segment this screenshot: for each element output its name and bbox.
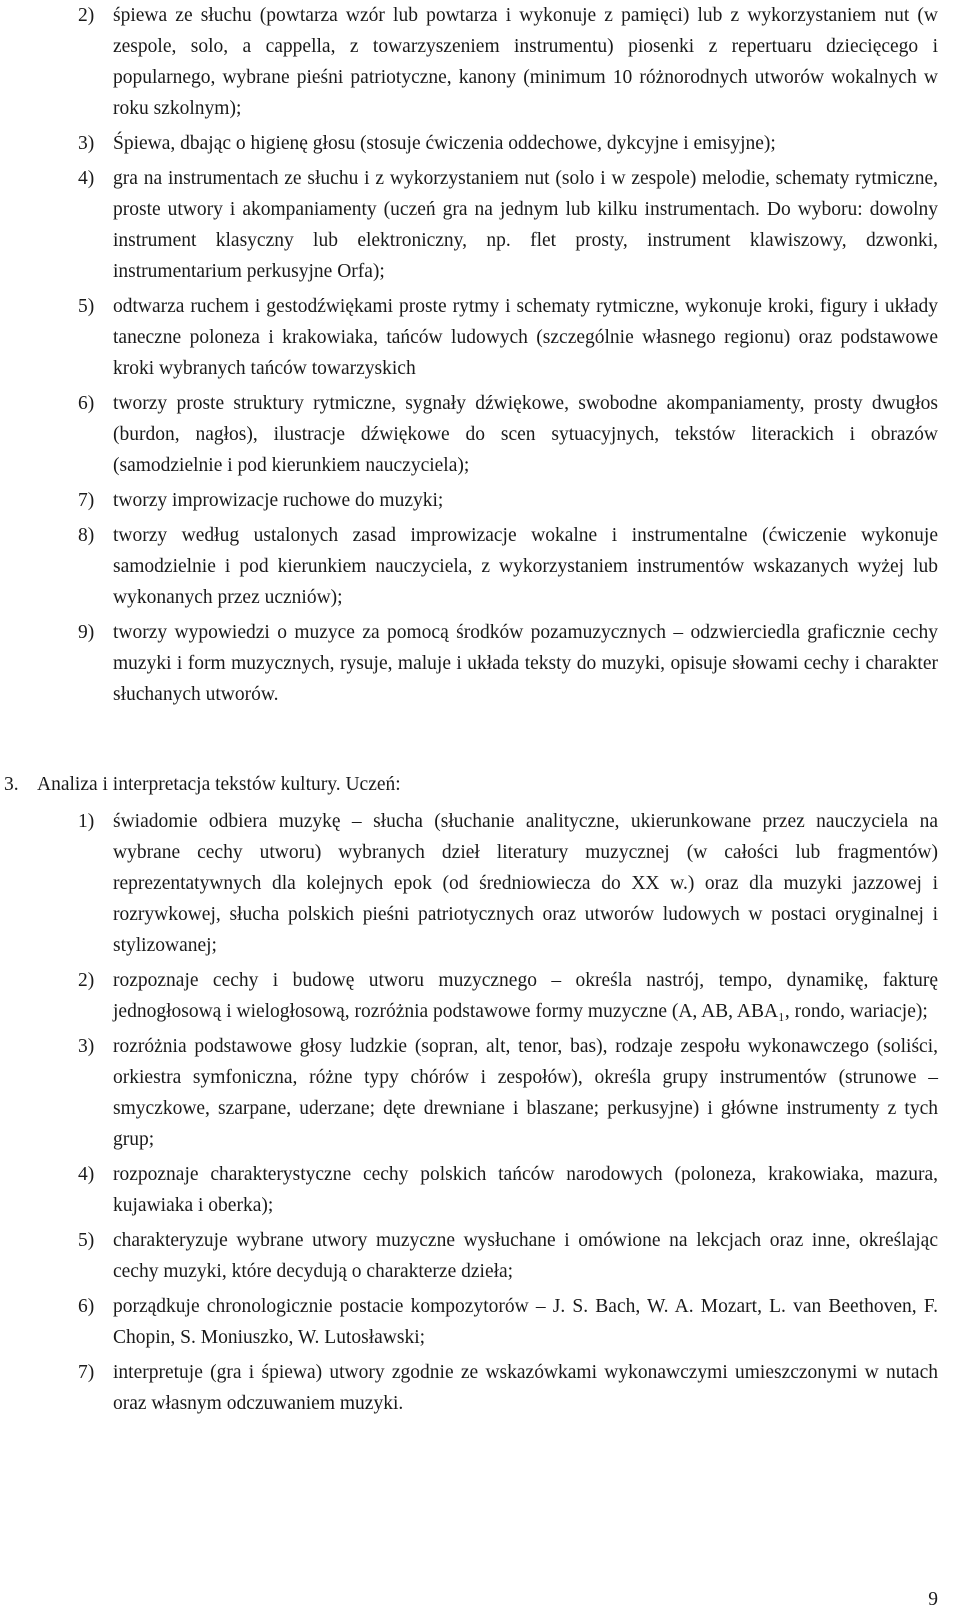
- list-item-number: 7): [78, 1362, 95, 1383]
- list-item-text: rozpoznaje charakterystyczne cechy polskich tańców narodowych (poloneza, krakowiaka, mazura, kujawiaka i oberka);: [113, 1164, 938, 1216]
- list-item: [0, 806, 960, 961]
- list-item-text: tworzy wypowiedzi o muzyce za pomocą środków pozamuzycznych – odzwierciedla graficznie cechy muzyki i form muzycznych, rysuje, maluje i układa teksty do muzyki, opisuje słowami cechy i charakter słuchanych utworów.: [113, 622, 938, 705]
- list-item-text: śpiewa ze słuchu (powtarza wzór lub powtarza i wykonuje z pamięci) lub z wykorzystaniem nut (w zespole, solo, a cappella, z towarzyszeniem instrumentu) piosenki z repertuaru dziecięcego i popularnego, wybrane pieśni patriotyczne, kanony (minimum 10 różnorodnych utworów wokalnych w roku szkolnym);: [113, 5, 938, 119]
- list-item-number: 3): [78, 133, 95, 154]
- section-title: Analiza i interpretacja tekstów kultury. Uczeń:: [37, 774, 401, 795]
- requirements-list-section-2: [0, 0, 960, 714]
- list-item-number: 4): [78, 1164, 95, 1185]
- list-item: [0, 1031, 960, 1155]
- list-item-number: 8): [78, 525, 95, 546]
- list-item-number: 4): [78, 168, 95, 189]
- list-item: [0, 128, 960, 159]
- list-item-text: świadomie odbiera muzykę – słucha (słuchanie analityczne, ukierunkowane przez nauczyciela na wybrane cechy utworu) wybranych dzieł literatury muzycznej (w całości lub fragmentów) reprezentatywnych dla kolejnych epok (od średniowiecza do XX w.) oraz dla muzyki jazzowej i rozrywkowej, słucha polskich pieśni patriotycznych oraz utworów ludowych w postaci oryginalnej i stylizowanej;: [113, 811, 938, 956]
- list-item: [0, 485, 960, 516]
- list-item: [0, 617, 960, 710]
- list-item-text: rozróżnia podstawowe głosy ludzkie (sopran, alt, tenor, bas), rodzaje zespołu wykonawczego (soliści, orkiestra symfoniczna, różne typy chórów i zespołów), określa grupy instrumentów (strunowe – smyczkowe, szarpane, uderzane; dęte drewniane i blaszane; perkusyjne) i główne instrumenty z tych grup;: [113, 1036, 938, 1150]
- section-number: 3.: [4, 774, 19, 795]
- list-item: [0, 291, 960, 384]
- list-item: [0, 965, 960, 1027]
- list-item: [0, 1225, 960, 1287]
- list-item-number: 6): [78, 393, 95, 414]
- list-item: [0, 163, 960, 287]
- list-item-text: tworzy według ustalonych zasad improwizacje wokalne i instrumentalne (ćwiczenie wykonuje samodzielnie i pod kierunkiem nauczyciela, z wykorzystaniem instrumentów wskazanych wyżej lub wykonanych przez uczniów);: [113, 525, 938, 608]
- list-item-text: interpretuje (gra i śpiewa) utwory zgodnie ze wskazówkami wykonawczymi umieszczonymi w nutach oraz własnym odczuwaniem muzyki.: [113, 1362, 938, 1414]
- list-item-text: odtwarza ruchem i gestodźwiękami proste rytmy i schematy rytmiczne, wykonuje kroki, figury i układy taneczne poloneza i krakowiaka, tańców ludowych (szczególnie własnego regionu) oraz podstawowe kroki wybranych tańców towarzyskich: [113, 296, 938, 379]
- page-number: 9: [928, 1589, 938, 1610]
- list-item-number: 9): [78, 622, 95, 643]
- list-item-text: porządkuje chronologicznie postacie kompozytorów – J. S. Bach, W. A. Mozart, L. van Beethoven, F. Chopin, S. Moniuszko, W. Lutosławski;: [113, 1296, 938, 1348]
- list-item-number: 3): [78, 1036, 95, 1057]
- list-item-number: 5): [78, 1230, 95, 1251]
- list-item: [0, 0, 960, 124]
- list-item-text: tworzy proste struktury rytmiczne, sygnały dźwiękowe, swobodne akompaniamenty, prosty dwugłos (burdon, nagłos), ilustracje dźwiękowe do scen sytuacyjnych, tekstów literackich i obrazów (samodzielnie i pod kierunkiem nauczyciela);: [113, 393, 938, 476]
- list-item: [0, 388, 960, 481]
- list-item-number: 5): [78, 296, 95, 317]
- list-item-number: 2): [78, 970, 95, 991]
- list-item-text: rozpoznaje cechy i budowę utworu muzycznego – określa nastrój, tempo, dynamikę, fakturę jednogłosową i wielogłosową, rozróżnia podstawowe formy muzyczne (A, AB, ABA₁, rondo, wariacje);: [113, 970, 938, 1022]
- list-item-text: tworzy improwizacje ruchowe do muzyki;: [113, 490, 444, 511]
- list-item: [0, 1159, 960, 1221]
- list-item: [0, 1357, 960, 1419]
- list-item: [0, 1291, 960, 1353]
- list-item-text: Śpiewa, dbając o higienę głosu (stosuje ćwiczenia oddechowe, dykcyjne i emisyjne);: [113, 133, 776, 154]
- list-item-number: 7): [78, 490, 95, 511]
- requirements-list-section-3: [0, 806, 960, 1423]
- list-item-text: charakteryzuje wybrane utwory muzyczne wysłuchane i omówione na lekcjach oraz inne, określając cechy muzyki, które decydują o charakterze dzieła;: [113, 1230, 938, 1282]
- list-item-number: 2): [78, 5, 95, 26]
- list-item-text: gra na instrumentach ze słuchu i z wykorzystaniem nut (solo i w zespole) melodie, schematy rytmiczne, proste utwory i akompaniamenty (uczeń gra na jednym lub kilku instrumentach. Do wyboru: dowolny instrument klasyczny lub elektroniczny, np. flet prosty, instrument klawiszowy, dzwonki, instrumentarium perkusyjne Orfa);: [113, 168, 938, 282]
- list-item: [0, 520, 960, 613]
- list-item-number: 1): [78, 811, 95, 832]
- list-item-number: 6): [78, 1296, 95, 1317]
